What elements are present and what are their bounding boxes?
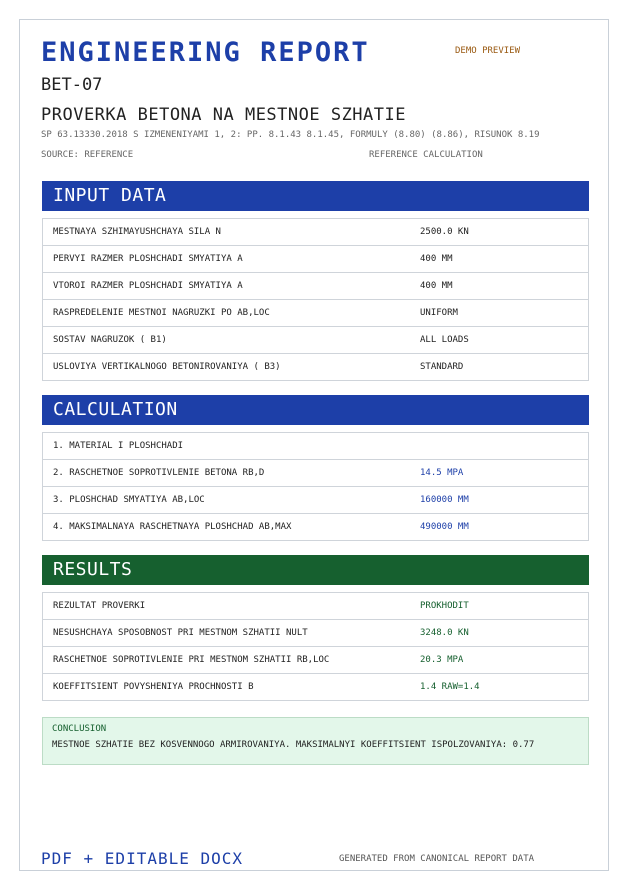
row-label: NESUSHCHAYA SPOSOBNOST PRI MESTNOM SZHATII NULT xyxy=(53,628,308,638)
calculation-heading: CALCULATION xyxy=(42,395,589,425)
results-section xyxy=(42,555,589,701)
source-label: SOURCE: REFERENCE xyxy=(41,150,134,160)
row-value: 490000 MM xyxy=(420,522,469,532)
table-row xyxy=(43,219,588,246)
row-value: 1.4 RAW=1.4 xyxy=(420,682,480,692)
table-row xyxy=(43,514,588,540)
conclusion-text: MESTNOE SZHATIE BEZ KOSVENNOGO ARMIROVANIYA. MAKSIMALNYI KOEFFITSIENT ISPOLZOVANIYA: 0.77 xyxy=(52,740,535,750)
row-value: 14.5 MPA xyxy=(420,468,464,478)
conclusion-box xyxy=(42,717,589,765)
table-row xyxy=(43,327,588,354)
row-value: 400 MM xyxy=(420,281,453,291)
norms-reference: SP 63.13330.2018 S IZMENENIYAMI 1, 2: PP. 8.1.43 8.1.45, FORMULY (8.80) (8.86), RISUNOK 8.19 xyxy=(41,130,540,140)
row-value: UNIFORM xyxy=(420,308,458,318)
row-value: ALL LOADS xyxy=(420,335,469,345)
row-label: SOSTAV NAGRUZOK ( B1) xyxy=(53,335,167,345)
table-row xyxy=(43,246,588,273)
calculation-section xyxy=(42,395,589,541)
conclusion-label: CONCLUSION xyxy=(52,724,107,734)
report-title: ENGINEERING REPORT xyxy=(41,37,370,68)
row-label: REZULTAT PROVERKI xyxy=(53,601,146,611)
row-value: 2500.0 KN xyxy=(420,227,469,237)
report-subtitle: PROVERKA BETONA NA MESTNOE SZHATIE xyxy=(41,105,406,125)
row-label: 1. MATERIAL I PLOSHCHADI xyxy=(53,441,184,451)
report-sheet xyxy=(19,19,609,871)
input-data-heading: INPUT DATA xyxy=(42,181,589,211)
row-label: VTOROI RAZMER PLOSHCHADI SMYATIYA A xyxy=(53,281,243,291)
table-row xyxy=(43,647,588,674)
row-value: 20.3 MPA xyxy=(420,655,464,665)
table-row xyxy=(43,433,588,460)
table-row xyxy=(43,674,588,700)
table-row xyxy=(43,487,588,514)
row-label: KOEFFITSIENT POVYSHENIYA PROCHNOSTI B xyxy=(53,682,254,692)
row-label: MESTNAYA SZHIMAYUSHCHAYA SILA N xyxy=(53,227,221,237)
generated-note: GENERATED FROM CANONICAL REPORT DATA xyxy=(339,854,535,864)
row-label: 3. PLOSHCHAD SMYATIYA AB,LOC xyxy=(53,495,205,505)
row-label: 4. MAKSIMALNAYA RASCHETNAYA PLOSHCHAD AB,MAX xyxy=(53,522,292,532)
row-label: 2. RASCHETNOE SOPROTIVLENIE BETONA RB,D xyxy=(53,468,265,478)
row-label: RASPREDELENIE MESTNOI NAGRUZKI PO AB,LOC xyxy=(53,308,270,318)
row-value: 400 MM xyxy=(420,254,453,264)
table-row xyxy=(43,593,588,620)
export-formats-label: PDF + EDITABLE DOCX xyxy=(41,849,244,868)
row-value: PROKHODIT xyxy=(420,601,469,611)
row-value: STANDARD xyxy=(420,362,464,372)
row-label: PERVYI RAZMER PLOSHCHADI SMYATIYA A xyxy=(53,254,243,264)
results-heading: RESULTS xyxy=(42,555,589,585)
table-row xyxy=(43,460,588,487)
calculation-table xyxy=(42,432,589,541)
input-data-table xyxy=(42,218,589,381)
row-value: 3248.0 KN xyxy=(420,628,469,638)
row-label: RASCHETNOE SOPROTIVLENIE PRI MESTNOM SZHATII RB,LOC xyxy=(53,655,330,665)
input-data-section xyxy=(42,181,589,381)
table-row xyxy=(43,354,588,380)
reference-calculation-label: REFERENCE CALCULATION xyxy=(369,150,483,160)
table-row xyxy=(43,620,588,647)
row-label: USLOVIYA VERTIKALNOGO BETONIROVANIYA ( B3) xyxy=(53,362,281,372)
table-row xyxy=(43,273,588,300)
row-value: 160000 MM xyxy=(420,495,469,505)
report-code: BET-07 xyxy=(41,75,103,95)
table-row xyxy=(43,300,588,327)
demo-preview-label: DEMO PREVIEW xyxy=(455,46,521,56)
results-table xyxy=(42,592,589,701)
